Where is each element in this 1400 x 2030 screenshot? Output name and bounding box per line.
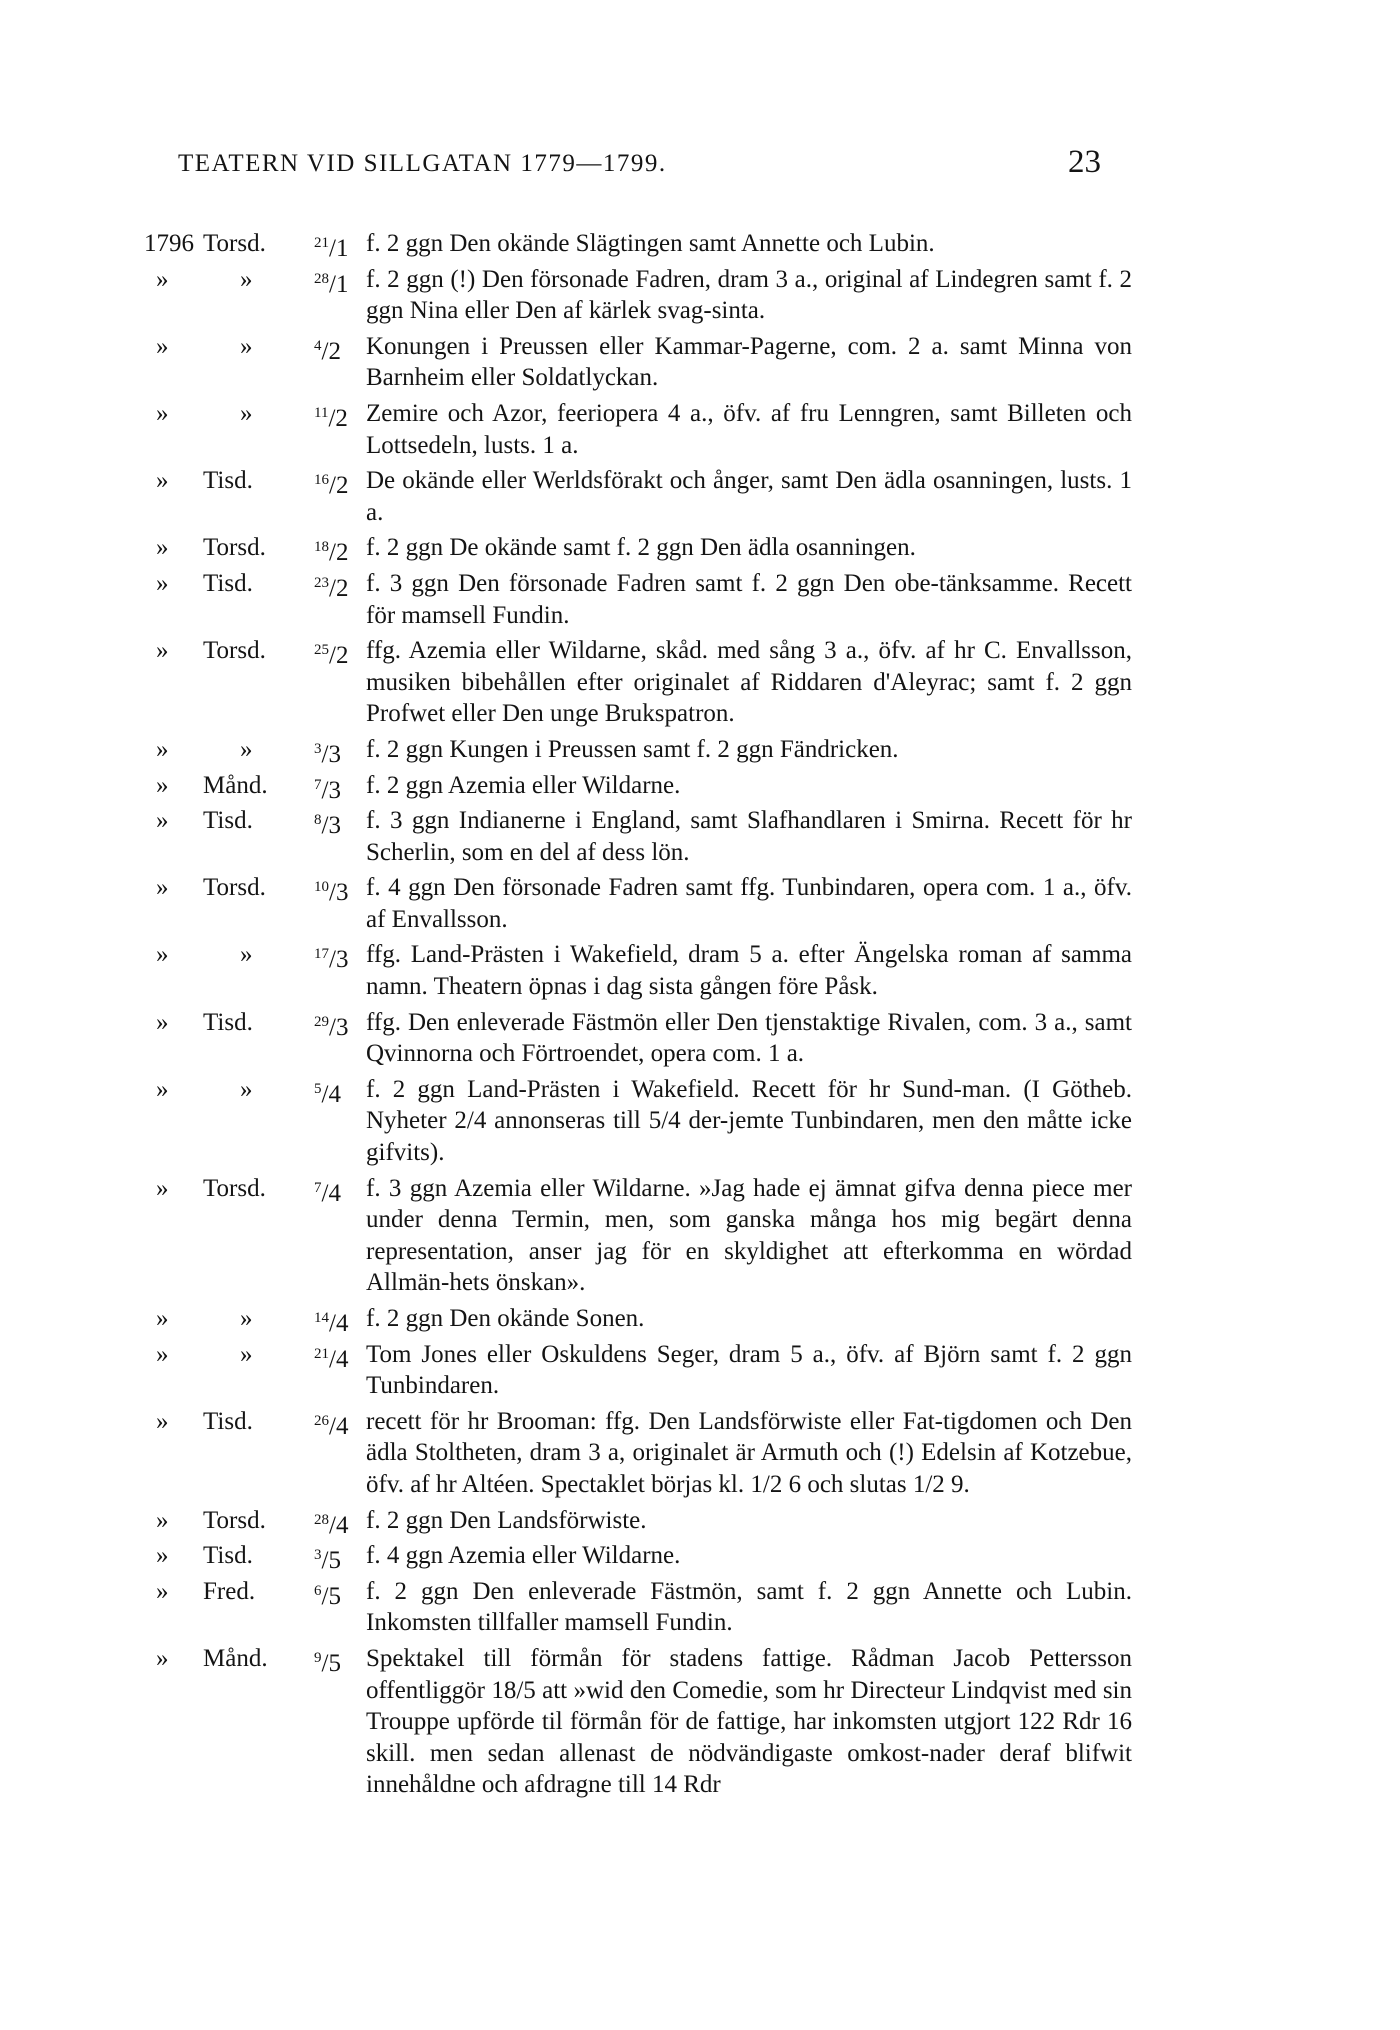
ditto-mark: » (156, 1340, 169, 1368)
entry-date: $^{28}$/4 (314, 1511, 349, 1539)
entry-text: f. 3 ggn Den försonade Fadren samt f. 2 ggn Den obe-tänksamme. Recett för mamsell Fundin. (366, 569, 1132, 629)
entry-date: $^{17}$/3 (314, 946, 349, 974)
entry-year: 1796 (144, 230, 194, 257)
date-day: 11 (314, 404, 329, 421)
ditto-mark: » (156, 1174, 169, 1202)
date-day: 28 (314, 1511, 329, 1528)
date-day: 17 (314, 946, 329, 963)
performance-entry (0, 398, 1400, 461)
date-day: 25 (314, 642, 329, 659)
entry-weekday: Tisd. (203, 1542, 253, 1570)
date-month: 2 (335, 472, 349, 500)
performance-entry (0, 1505, 1400, 1537)
date-month: 3 (328, 740, 341, 768)
performance-entry (0, 770, 1400, 802)
entry-text: De okände eller Werldsförakt och ånger, samt Den ädla osanningen, lusts. 1 a. (366, 467, 1132, 526)
performance-entry (0, 1576, 1400, 1639)
date-day: 28 (314, 270, 329, 287)
ditto-mark: » (156, 1577, 169, 1605)
performance-entry (0, 1406, 1400, 1501)
date-month: 4 (328, 1179, 341, 1207)
performance-entry (0, 1007, 1400, 1070)
performance-entry (0, 465, 1400, 528)
entry-weekday: » (240, 332, 253, 360)
entry-text: Spektakel till förmån för stadens fattige. Rådman Jacob Pettersson offentliggör 18/5 att »wid den Comedie, som hr Directeur Lindqvist med sin Trouppe upförde til förmån för de fattige, har inkomsten utgjort 122 Rdr 16 skill. men sedan allenast de nödvändigaste omkost-nader deraf blifwit innehåldne och afdragne till 14 Rdr (366, 1644, 1132, 1799)
date-day: 7 (314, 776, 322, 793)
performance-entry (0, 228, 1400, 260)
date-day: 18 (314, 539, 329, 556)
performance-entry (0, 1540, 1400, 1575)
ditto-mark: » (156, 735, 169, 763)
date-month: 1 (335, 270, 349, 298)
ditto-mark: » (156, 637, 169, 665)
date-day: 6 (314, 1582, 322, 1599)
date-day: 26 (314, 1412, 329, 1429)
ditto-mark: » (156, 1075, 169, 1103)
entry-text: Konungen i Preussen eller Kammar-Pagerne, com. 2 a. samt Minna von Barnheim eller Soldatlyckan. (366, 332, 1132, 392)
entry-text: f. 4 ggn Azemia eller Wildarne. (366, 1542, 681, 1570)
ditto-mark: » (156, 771, 169, 799)
entry-text: f. 2 ggn Den okände Sonen. (366, 1305, 645, 1332)
entry-date: $^{29}$/3 (314, 1013, 349, 1041)
entry-date: $^{21}$/4 (314, 1345, 349, 1373)
date-day: 8 (314, 812, 322, 829)
date-month: 5 (328, 1582, 341, 1610)
date-day: 9 (314, 1649, 322, 1666)
date-day: 10 (314, 879, 329, 896)
ditto-mark: » (156, 874, 169, 902)
date-day: 3 (314, 740, 322, 757)
date-day: 3 (314, 1547, 322, 1564)
ditto-mark: » (156, 569, 169, 597)
performance-entry (0, 939, 1400, 1002)
entry-text: ffg. Den enleverade Fästmön eller Den tjenstaktige Rivalen, com. 3 a., samt Qvinnorna och Förtroendet, opera com. 1 a. (366, 1008, 1132, 1068)
ditto-mark: » (156, 1506, 169, 1534)
ditto-mark: » (156, 807, 169, 835)
entry-date: $^{26}$/4 (314, 1412, 349, 1440)
entry-weekday: Tisd. (203, 467, 253, 495)
entry-text: f. 3 ggn Indianerne i England, samt Slafhandlaren i Smirna. Recett för hr Scherlin, som en del af dess lön. (366, 807, 1132, 866)
entry-text: f. 2 ggn Den Landsförwiste. (366, 1506, 647, 1534)
running-header (178, 144, 1108, 180)
date-month: 2 (335, 539, 349, 567)
ditto-mark: » (156, 534, 169, 562)
entry-date: $^{25}$/2 (314, 642, 349, 670)
entry-weekday: » (240, 1305, 253, 1332)
entry-text: f. 2 ggn De okände samt f. 2 ggn Den ädla osanningen. (366, 534, 916, 562)
date-day: 21 (314, 1345, 329, 1362)
ditto-mark: » (156, 941, 169, 969)
date-month: 4 (335, 1412, 349, 1440)
ditto-mark: » (156, 265, 169, 293)
performance-entry (0, 805, 1400, 868)
ditto-mark: » (156, 1305, 169, 1332)
ditto-mark: » (156, 332, 169, 360)
entry-date: $^{23}$/2 (314, 574, 349, 602)
entry-date: $^3$/3 (314, 740, 341, 768)
page-number: 23 (1068, 144, 1101, 180)
performance-entry (0, 734, 1400, 766)
date-month: 3 (328, 812, 341, 840)
entry-weekday: Torsd. (203, 1506, 266, 1534)
entry-weekday: Fred. (203, 1577, 256, 1605)
performance-entry (0, 1339, 1400, 1402)
performance-entry (0, 1173, 1400, 1299)
entry-weekday: » (240, 941, 253, 969)
date-day: 5 (314, 1080, 322, 1097)
date-month: 2 (335, 642, 349, 670)
entry-weekday: Månd. (203, 1644, 268, 1672)
date-day: 7 (314, 1179, 322, 1196)
date-month: 2 (335, 404, 348, 432)
entry-text: f. 2 ggn Den enleverade Fästmön, samt f. 2 ggn Annette och Lubin. Inkomsten tillfaller mamsell Fundin. (366, 1577, 1132, 1637)
entry-date: $^5$/4 (314, 1080, 341, 1108)
entry-date: $^{16}$/2 (314, 472, 349, 500)
date-month: 4 (335, 1310, 349, 1337)
date-month: 5 (328, 1649, 341, 1677)
entry-text: f. 4 ggn Den försonade Fadren samt ffg. Tunbindaren, opera com. 1 a., öfv. af Envallsson. (366, 874, 1132, 933)
ditto-mark: » (156, 1407, 169, 1435)
date-month: 4 (335, 1511, 349, 1539)
entry-date: $^9$/5 (314, 1649, 341, 1677)
performance-entry (0, 872, 1400, 935)
performance-entry (0, 331, 1400, 394)
entry-text: f. 3 ggn Azemia eller Wildarne. »Jag hade ej ämnat gifva denna piece mer under denna Termin, men, som ganska många hos mig begärt denna representation, anser jag för en skyldighet att efterkomma en wördad Allmän-hets önskan». (366, 1174, 1132, 1297)
date-month: 5 (328, 1547, 341, 1575)
entry-weekday: » (240, 1340, 253, 1368)
entry-text: f. 2 ggn Land-Prästen i Wakefield. Recett för hr Sund-man. (I Götheb. Nyheter 2/4 annonseras till 5/4 der-jemte Tunbindaren, men den måtte icke gifvits). (366, 1075, 1132, 1167)
ditto-mark: » (156, 1542, 169, 1570)
entry-date: $^{11}$/2 (314, 404, 348, 432)
date-month: 3 (335, 946, 349, 974)
performance-entry (0, 264, 1400, 327)
entry-date: $^3$/5 (314, 1547, 341, 1575)
entry-text: f. 2 ggn Azemia eller Wildarne. (366, 771, 681, 799)
performance-entry (0, 1643, 1400, 1801)
entry-weekday: Torsd. (203, 534, 266, 562)
date-month: 3 (328, 776, 341, 804)
entry-text: ffg. Land-Prästen i Wakefield, dram 5 a. efter Ängelska roman af samma namn. Theatern öpnas i dag sista gången före Påsk. (366, 941, 1132, 1001)
date-month: 2 (335, 574, 349, 602)
entry-date: $^7$/3 (314, 776, 341, 804)
entry-date: $^{14}$/4 (314, 1310, 349, 1337)
entry-weekday: Tisd. (203, 569, 253, 597)
date-day: 23 (314, 574, 329, 591)
entry-text: f. 2 ggn Kungen i Preussen samt f. 2 ggn Fändricken. (366, 735, 899, 763)
entry-date: $^7$/4 (314, 1179, 341, 1207)
entry-weekday: Torsd. (203, 637, 266, 665)
entry-weekday: Tisd. (203, 1008, 253, 1036)
entry-weekday: » (240, 1075, 253, 1103)
entry-weekday: » (240, 735, 253, 763)
entry-weekday: Tisd. (203, 1407, 253, 1435)
entry-date: $^{10}$/3 (314, 879, 349, 907)
date-month: 4 (328, 1080, 341, 1108)
entry-text: Tom Jones eller Oskuldens Seger, dram 5 a., öfv. af Björn samt f. 2 ggn Tunbindaren. (366, 1340, 1132, 1400)
ditto-mark: » (156, 399, 169, 427)
entry-text: f. 2 ggn (!) Den försonade Fadren, dram 3 a., original af Lindegren samt f. 2 ggn Nina eller Den af kärlek svag-sinta. (366, 265, 1132, 325)
entry-text: ffg. Azemia eller Wildarne, skåd. med sång 3 a., öfv. af hr C. Envallsson, musiken bibehållen efter originalet af Riddaren d'Aleyrac; samt f. 2 ggn Profwet eller Den unge Brukspatron. (366, 637, 1132, 728)
entry-weekday: Torsd. (203, 874, 266, 902)
date-day: 4 (314, 337, 322, 354)
entry-text: f. 2 ggn Den okände Slägtingen samt Annette och Lubin. (366, 230, 935, 257)
entry-text: recett för hr Brooman: ffg. Den Landsförwiste eller Fat-tigdomen och Den ädla Stoltheten, dram 3 a, originalet är Armuth och (!) Edelsin af Kotzebue, öfv. af hr Altéen. Spectaklet börjas kl. 1/2 6 och slutas 1/2 9. (366, 1407, 1132, 1498)
entry-text: Zemire och Azor, feeriopera 4 a., öfv. af fru Lenngren, samt Billeten och Lottsedeln, lusts. 1 a. (366, 399, 1132, 459)
entry-weekday: Månd. (203, 771, 268, 799)
date-month: 1 (335, 235, 349, 262)
date-month: 3 (335, 1013, 349, 1041)
performance-entry (0, 1303, 1400, 1335)
performance-entry (0, 568, 1400, 631)
date-day: 16 (314, 472, 329, 489)
entry-date: $^4$/2 (314, 337, 341, 365)
date-day: 21 (314, 235, 329, 251)
date-day: 14 (314, 1310, 329, 1326)
entry-weekday: » (240, 265, 253, 293)
entry-date: $^{21}$/1 (314, 235, 349, 262)
date-month: 2 (328, 337, 341, 365)
performance-entry (0, 635, 1400, 730)
entry-weekday: Torsd. (203, 230, 266, 257)
entry-date: $^6$/5 (314, 1582, 341, 1610)
ditto-mark: » (156, 467, 169, 495)
entry-date: $^8$/3 (314, 812, 341, 840)
entry-weekday: Tisd. (203, 807, 253, 835)
date-month: 3 (335, 879, 349, 907)
performance-entry (0, 532, 1400, 567)
date-day: 29 (314, 1013, 329, 1030)
performance-list (0, 228, 1400, 1805)
ditto-mark: » (156, 1008, 169, 1036)
performance-entry (0, 1074, 1400, 1169)
ditto-mark: » (156, 1644, 169, 1672)
date-month: 4 (335, 1345, 349, 1373)
entry-date: $^{18}$/2 (314, 539, 349, 567)
entry-date: $^{28}$/1 (314, 270, 349, 298)
entry-weekday: » (240, 399, 253, 427)
running-title: TEATERN VID SILLGATAN 1779—1799. (178, 150, 667, 177)
entry-weekday: Torsd. (203, 1174, 266, 1202)
